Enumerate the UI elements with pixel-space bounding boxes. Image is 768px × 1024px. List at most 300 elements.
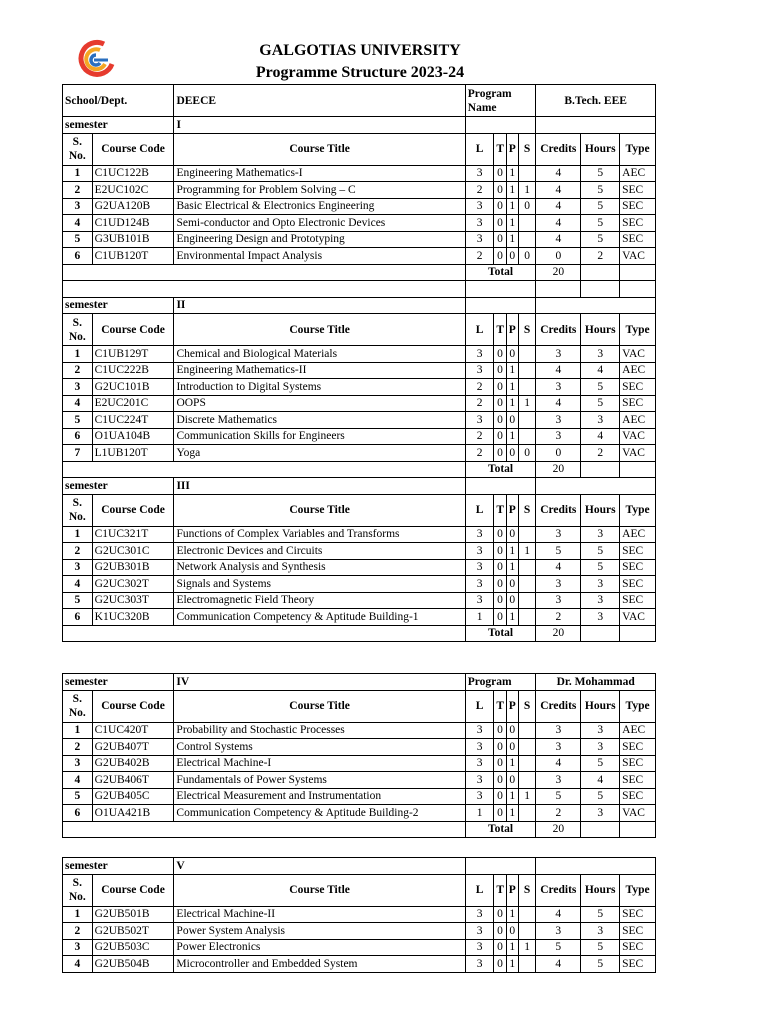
course-row (63, 362, 656, 379)
course-s (518, 592, 535, 609)
course-title: Communication Competency & Aptitude Building-2 (174, 805, 465, 822)
course-s (518, 956, 535, 973)
course-sno: 4 (63, 576, 93, 593)
course-code: C1UC321T (92, 526, 174, 543)
course-type: SEC (620, 395, 656, 412)
course-t: 0 (494, 395, 506, 412)
course-l: 3 (465, 526, 494, 543)
course-p: 0 (506, 248, 518, 265)
course-credits: 4 (536, 182, 581, 199)
course-title: Functions of Complex Variables and Transforms (174, 526, 465, 543)
course-s (518, 412, 535, 429)
empty-cell (63, 461, 466, 478)
course-code: O1UA104B (92, 428, 174, 445)
hours-header: Hours (581, 874, 620, 906)
course-type: SEC (620, 906, 656, 923)
course-type: SEC (620, 788, 656, 805)
course-code: C1UC224T (92, 412, 174, 429)
course-sno: 6 (63, 428, 93, 445)
course-type: AEC (620, 362, 656, 379)
course-row (63, 346, 656, 363)
course-row (63, 805, 656, 822)
course-p: 1 (506, 788, 518, 805)
course-hours: 3 (581, 722, 620, 739)
course-title-header: Course Title (174, 494, 465, 526)
course-l: 3 (465, 346, 494, 363)
course-sno: 7 (63, 445, 93, 462)
course-title: Power Electronics (174, 939, 465, 956)
course-code-header: Course Code (92, 133, 174, 165)
course-type: SEC (620, 379, 656, 396)
school-label: School/Dept. (63, 85, 174, 117)
semester-row (63, 674, 656, 691)
course-code: G2UB407T (92, 739, 174, 756)
course-code: G2UB402B (92, 755, 174, 772)
course-s: 1 (518, 543, 535, 560)
course-type: SEC (620, 592, 656, 609)
course-s (518, 739, 535, 756)
course-code: G2UC101B (92, 379, 174, 396)
column-header-row (63, 314, 656, 346)
course-l: 3 (465, 362, 494, 379)
course-p: 0 (506, 923, 518, 940)
column-header-row (63, 133, 656, 165)
total-row (63, 821, 656, 838)
column-header-row (63, 690, 656, 722)
semester-number: II (174, 297, 465, 314)
total-credits: 20 (536, 264, 581, 281)
course-p: 0 (506, 739, 518, 756)
semester-number: IV (174, 674, 465, 691)
course-s: 1 (518, 788, 535, 805)
course-title-header: Course Title (174, 314, 465, 346)
course-title: Fundamentals of Power Systems (174, 772, 465, 789)
course-title: Network Analysis and Synthesis (174, 559, 465, 576)
course-title: Electromagnetic Field Theory (174, 592, 465, 609)
course-code: G2UC301C (92, 543, 174, 560)
course-code: C1UC222B (92, 362, 174, 379)
course-hours: 5 (581, 379, 620, 396)
course-title: Semi-conductor and Opto Electronic Devices (174, 215, 465, 232)
course-l: 3 (465, 231, 494, 248)
course-title: Signals and Systems (174, 576, 465, 593)
course-hours: 3 (581, 412, 620, 429)
course-l: 3 (465, 215, 494, 232)
course-sno: 6 (63, 805, 93, 822)
hours-header: Hours (581, 494, 620, 526)
course-row (63, 526, 656, 543)
course-credits: 0 (536, 248, 581, 265)
course-credits: 5 (536, 788, 581, 805)
course-row (63, 395, 656, 412)
s-header: S (518, 133, 535, 165)
type-header: Type (620, 494, 656, 526)
course-row (63, 248, 656, 265)
university-name: GALGOTIAS UNIVERSITY (259, 42, 461, 59)
course-row (63, 923, 656, 940)
course-hours: 4 (581, 428, 620, 445)
course-t: 0 (494, 739, 506, 756)
course-s (518, 609, 535, 626)
course-credits: 4 (536, 198, 581, 215)
total-label: Total (465, 264, 536, 281)
program-name-label: Program Name (465, 85, 536, 117)
empty-cell (620, 281, 656, 298)
course-code-header: Course Code (92, 874, 174, 906)
course-l: 3 (465, 755, 494, 772)
course-s (518, 231, 535, 248)
empty-cell (465, 297, 536, 314)
blank-row (63, 281, 656, 298)
course-row (63, 182, 656, 199)
course-sno: 2 (63, 923, 93, 940)
course-s (518, 722, 535, 739)
course-l: 3 (465, 592, 494, 609)
course-type: VAC (620, 805, 656, 822)
school-value: DEECE (174, 85, 465, 117)
course-s (518, 428, 535, 445)
total-credits: 20 (536, 461, 581, 478)
empty-cell (620, 821, 656, 838)
course-row (63, 722, 656, 739)
course-sno: 1 (63, 346, 93, 363)
s-header: S (518, 874, 535, 906)
course-t: 0 (494, 939, 506, 956)
school-info-row (63, 85, 656, 117)
course-hours: 5 (581, 215, 620, 232)
course-l: 2 (465, 445, 494, 462)
course-row (63, 788, 656, 805)
empty-cell (536, 858, 656, 875)
course-row (63, 906, 656, 923)
credits-header: Credits (536, 494, 581, 526)
course-l: 3 (465, 543, 494, 560)
course-type: SEC (620, 939, 656, 956)
course-row (63, 739, 656, 756)
course-sno: 5 (63, 231, 93, 248)
course-credits: 5 (536, 543, 581, 560)
course-credits: 2 (536, 609, 581, 626)
p-header: P (506, 494, 518, 526)
course-row (63, 939, 656, 956)
course-title: Microcontroller and Embedded System (174, 956, 465, 973)
empty-cell (581, 264, 620, 281)
course-l: 3 (465, 576, 494, 593)
course-l: 3 (465, 956, 494, 973)
course-type: VAC (620, 346, 656, 363)
course-t: 0 (494, 956, 506, 973)
course-hours: 2 (581, 248, 620, 265)
course-sno: 4 (63, 772, 93, 789)
course-s (518, 559, 535, 576)
course-t: 0 (494, 362, 506, 379)
sno-header: S. No. (63, 690, 93, 722)
course-sno: 2 (63, 739, 93, 756)
course-row (63, 231, 656, 248)
program-name-value: B.Tech. EEE (536, 85, 656, 117)
course-type: SEC (620, 182, 656, 199)
course-sno: 1 (63, 906, 93, 923)
course-hours: 3 (581, 923, 620, 940)
course-l: 3 (465, 788, 494, 805)
sno-header: S. No. (63, 874, 93, 906)
total-label: Total (465, 461, 536, 478)
hours-header: Hours (581, 690, 620, 722)
course-t: 0 (494, 182, 506, 199)
empty-cell (620, 625, 656, 642)
course-type: VAC (620, 428, 656, 445)
course-s (518, 362, 535, 379)
l-header: L (465, 494, 494, 526)
course-code: O1UA421B (92, 805, 174, 822)
course-l: 3 (465, 722, 494, 739)
course-s: 1 (518, 939, 535, 956)
course-code: G2UC303T (92, 592, 174, 609)
s-header: S (518, 690, 535, 722)
p-header: P (506, 874, 518, 906)
course-row (63, 215, 656, 232)
course-credits: 5 (536, 939, 581, 956)
course-row (63, 559, 656, 576)
course-row (63, 956, 656, 973)
course-credits: 3 (536, 346, 581, 363)
course-row (63, 609, 656, 626)
programme-table-1 (62, 84, 656, 642)
course-code: G3UB101B (92, 231, 174, 248)
course-title: Electrical Machine-II (174, 906, 465, 923)
course-t: 0 (494, 788, 506, 805)
course-title: Control Systems (174, 739, 465, 756)
type-header: Type (620, 133, 656, 165)
course-code: G2UB501B (92, 906, 174, 923)
course-sno: 2 (63, 362, 93, 379)
course-t: 0 (494, 755, 506, 772)
course-credits: 4 (536, 362, 581, 379)
course-type: VAC (620, 248, 656, 265)
course-p: 1 (506, 609, 518, 626)
l-header: L (465, 874, 494, 906)
course-type: SEC (620, 772, 656, 789)
total-credits: 20 (536, 625, 581, 642)
course-credits: 3 (536, 379, 581, 396)
course-row (63, 165, 656, 182)
course-sno: 2 (63, 543, 93, 560)
course-s: 0 (518, 445, 535, 462)
course-credits: 4 (536, 559, 581, 576)
course-l: 3 (465, 739, 494, 756)
course-type: SEC (620, 956, 656, 973)
course-type: SEC (620, 755, 656, 772)
hours-header: Hours (581, 314, 620, 346)
course-sno: 3 (63, 939, 93, 956)
course-t: 0 (494, 526, 506, 543)
course-code: C1UC122B (92, 165, 174, 182)
course-credits: 3 (536, 592, 581, 609)
empty-cell (536, 281, 581, 298)
empty-cell (465, 478, 536, 495)
course-hours: 4 (581, 772, 620, 789)
course-l: 1 (465, 805, 494, 822)
course-row (63, 445, 656, 462)
course-title: Engineering Design and Prototyping (174, 231, 465, 248)
course-hours: 5 (581, 906, 620, 923)
course-hours: 5 (581, 198, 620, 215)
total-label: Total (465, 821, 536, 838)
course-type: AEC (620, 722, 656, 739)
course-row (63, 412, 656, 429)
course-type: SEC (620, 198, 656, 215)
course-p: 1 (506, 215, 518, 232)
s-header: S (518, 314, 535, 346)
course-p: 0 (506, 346, 518, 363)
course-s: 0 (518, 198, 535, 215)
course-s (518, 805, 535, 822)
course-t: 0 (494, 428, 506, 445)
empty-cell (63, 821, 466, 838)
course-t: 0 (494, 609, 506, 626)
course-l: 2 (465, 428, 494, 445)
course-type: SEC (620, 559, 656, 576)
course-p: 1 (506, 362, 518, 379)
s-header: S (518, 494, 535, 526)
course-t: 0 (494, 248, 506, 265)
course-title: Basic Electrical & Electronics Engineering (174, 198, 465, 215)
total-credits: 20 (536, 821, 581, 838)
course-s (518, 165, 535, 182)
course-hours: 5 (581, 231, 620, 248)
total-label: Total (465, 625, 536, 642)
course-s (518, 526, 535, 543)
course-s (518, 755, 535, 772)
course-title: Discrete Mathematics (174, 412, 465, 429)
course-p: 1 (506, 805, 518, 822)
course-code: C1UC420T (92, 722, 174, 739)
course-sno: 1 (63, 722, 93, 739)
course-credits: 3 (536, 428, 581, 445)
course-hours: 5 (581, 165, 620, 182)
course-p: 0 (506, 412, 518, 429)
course-title: Electrical Machine-I (174, 755, 465, 772)
course-credits: 4 (536, 165, 581, 182)
course-code: L1UB120T (92, 445, 174, 462)
course-s (518, 772, 535, 789)
course-sno: 4 (63, 395, 93, 412)
course-t: 0 (494, 445, 506, 462)
course-credits: 3 (536, 772, 581, 789)
course-type: AEC (620, 165, 656, 182)
empty-cell (63, 264, 466, 281)
course-sno: 5 (63, 788, 93, 805)
course-t: 0 (494, 592, 506, 609)
course-type: SEC (620, 215, 656, 232)
total-row (63, 625, 656, 642)
course-credits: 0 (536, 445, 581, 462)
credits-header: Credits (536, 314, 581, 346)
empty-cell (620, 461, 656, 478)
course-s (518, 906, 535, 923)
semester-number: V (174, 858, 465, 875)
column-header-row (63, 874, 656, 906)
p-header: P (506, 133, 518, 165)
semester-number: III (174, 478, 465, 495)
course-type: SEC (620, 576, 656, 593)
course-credits: 3 (536, 923, 581, 940)
course-p: 0 (506, 445, 518, 462)
course-code: G2UA120B (92, 198, 174, 215)
course-p: 1 (506, 543, 518, 560)
course-row (63, 543, 656, 560)
course-type: SEC (620, 739, 656, 756)
course-credits: 2 (536, 805, 581, 822)
course-code: G2UC302T (92, 576, 174, 593)
course-hours: 5 (581, 788, 620, 805)
course-l: 3 (465, 165, 494, 182)
course-p: 1 (506, 395, 518, 412)
course-code: G2UB504B (92, 956, 174, 973)
course-code: G2UB503C (92, 939, 174, 956)
course-p: 0 (506, 526, 518, 543)
course-title: OOPS (174, 395, 465, 412)
course-title: Power System Analysis (174, 923, 465, 940)
t-header: T (494, 874, 506, 906)
course-t: 0 (494, 576, 506, 593)
semester-label: semester (63, 478, 174, 495)
course-s (518, 576, 535, 593)
type-header: Type (620, 690, 656, 722)
course-sno: 3 (63, 755, 93, 772)
course-code: E2UC102C (92, 182, 174, 199)
course-credits: 4 (536, 395, 581, 412)
course-type: AEC (620, 412, 656, 429)
course-row (63, 592, 656, 609)
course-p: 1 (506, 755, 518, 772)
total-row (63, 264, 656, 281)
course-credits: 4 (536, 231, 581, 248)
course-p: 1 (506, 182, 518, 199)
course-credits: 3 (536, 722, 581, 739)
empty-cell (620, 264, 656, 281)
empty-cell (63, 625, 466, 642)
empty-cell (465, 281, 536, 298)
course-title: Programming for Problem Solving – C (174, 182, 465, 199)
course-type: SEC (620, 543, 656, 560)
course-p: 1 (506, 198, 518, 215)
l-header: L (465, 133, 494, 165)
credits-header: Credits (536, 133, 581, 165)
course-title: Communication Skills for Engineers (174, 428, 465, 445)
programme-table-2 (62, 673, 656, 838)
course-credits: 3 (536, 526, 581, 543)
course-sno: 6 (63, 609, 93, 626)
course-t: 0 (494, 215, 506, 232)
course-row (63, 379, 656, 396)
sno-header: S. No. (63, 133, 93, 165)
course-hours: 5 (581, 559, 620, 576)
course-hours: 3 (581, 346, 620, 363)
empty-cell (581, 625, 620, 642)
course-p: 1 (506, 956, 518, 973)
p-header: P (506, 690, 518, 722)
course-hours: 4 (581, 362, 620, 379)
course-t: 0 (494, 805, 506, 822)
empty-cell (581, 821, 620, 838)
t-header: T (494, 690, 506, 722)
course-l: 1 (465, 609, 494, 626)
programme-structure-title: Programme Structure 2023-24 (255, 64, 465, 81)
course-title: Introduction to Digital Systems (174, 379, 465, 396)
semester-label: semester (63, 297, 174, 314)
course-title: Communication Competency & Aptitude Building-1 (174, 609, 465, 626)
